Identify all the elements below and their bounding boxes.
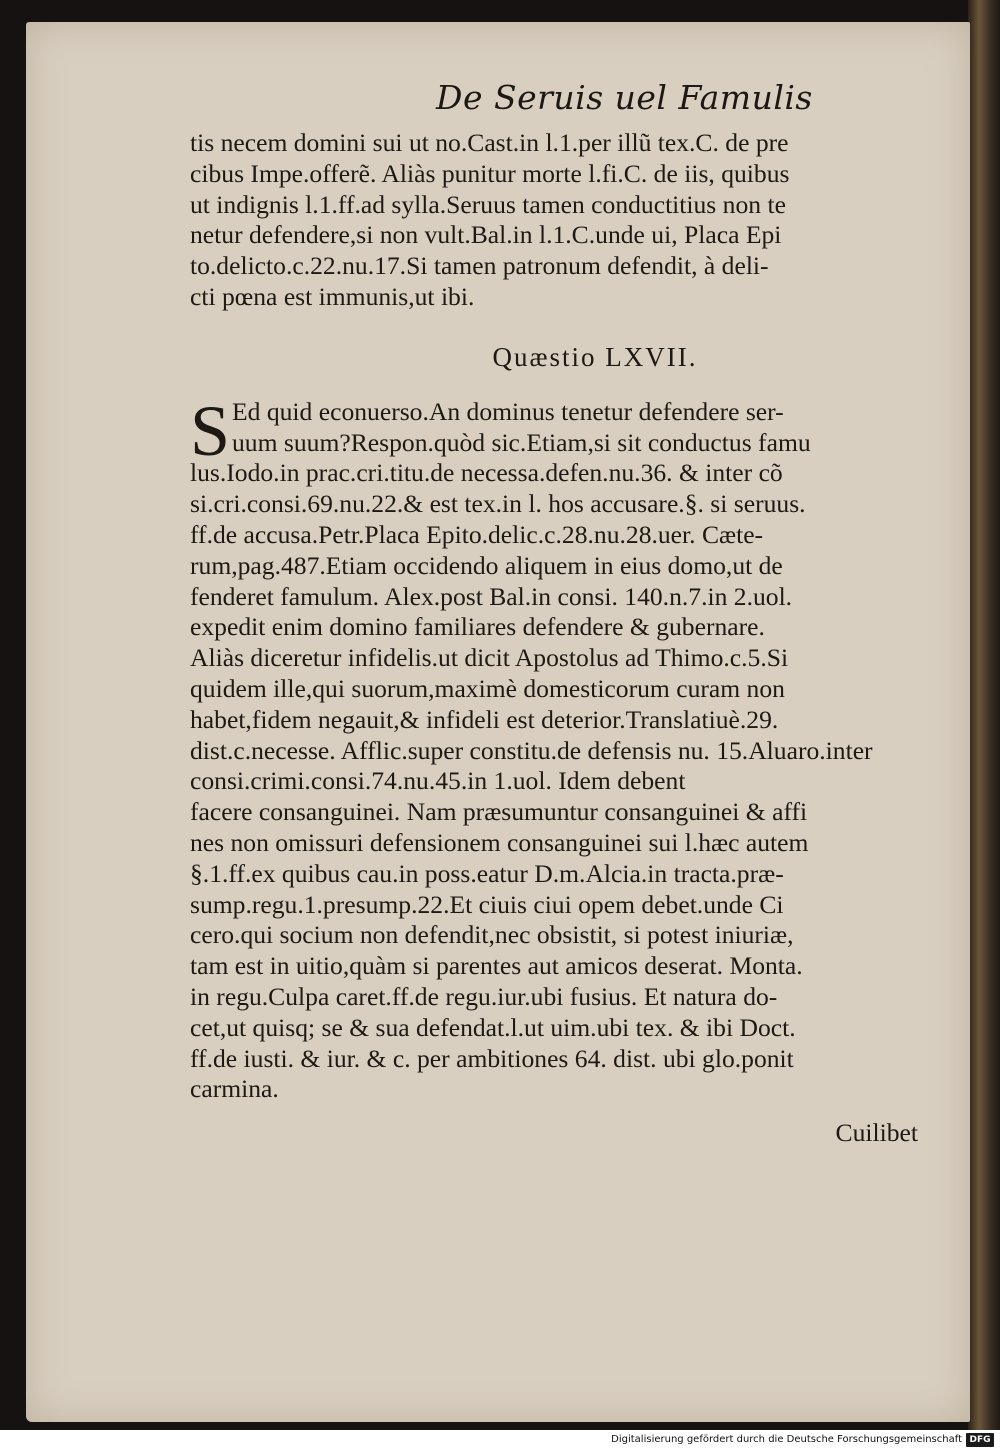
text-line: dist.c.necesse. Afflic.super constitu.de defensis nu. 15.Aluaro.inter consi.crimi.consi.74.nu.45.in 1.uol. Idem debent (190, 735, 873, 796)
text-line: habet,fidem negauit,& infideli est deterior.Translatiuè.29. (190, 704, 779, 734)
text-line: facere consanguinei. Nam præsumuntur consanguinei & affi (190, 797, 808, 827)
text-line: cet,ut quisq; se & sua defendat.l.ut uim.ubi tex. & ibi Doct. (190, 1012, 796, 1042)
text-line: expedit enim domino familiares defendere & gubernare. (190, 612, 765, 642)
text-line: ff.de iusti. & iur. & c. per ambitiones 64. dist. ubi glo.ponit (190, 1043, 794, 1073)
text-line: cero.qui socium non defendit,nec obsistit, si potest iniuriæ, (190, 920, 794, 950)
text-line: cti pœna est immunis,ut ibi. (190, 281, 475, 311)
dfg-logo-icon: DFG (966, 1433, 994, 1447)
text-line: nes non omissuri defensionem consanguinei sui l.hæc autem (190, 827, 809, 857)
text-line: cibus Impe.offerẽ. Aliàs punitur morte l.fi.C. de iis, quibus (190, 158, 790, 188)
text-line: ut indignis l.1.ff.ad sylla.Seruus tamen conductitius non te (190, 189, 786, 219)
section-heading: Quæstio LXVII. (492, 341, 698, 372)
text-line: carmina. (190, 1074, 279, 1104)
text-line: in regu.Culpa caret.ff.de regu.iur.ubi fusius. Et natura do- (190, 981, 778, 1011)
text-line: ff.de accusa.Petr.Placa Epito.delic.c.28.nu.28.uer. Cæte- (190, 519, 764, 549)
footer-bar (0, 1430, 1000, 1450)
text-line: tam est in uitio,quàm si parentes aut amicos deserat. Monta. (190, 951, 803, 981)
text-line: uum suum?Respon.quòd sic.Etiam,si sit conductus famu (232, 427, 811, 457)
text-line: rum,pag.487.Etiam occidendo aliquem in eius domo,ut de (190, 550, 783, 580)
text-line: sump.regu.1.presump.22.Et ciuis ciui opem debet.unde Ci (190, 889, 784, 919)
catchword: Cuilibet (835, 1118, 918, 1148)
text-line: Ed quid econuerso.An dominus tenetur defendere ser- (232, 396, 784, 426)
text-line: fenderet famulum. Alex.post Bal.in consi. 140.n.7.in 2.uol. (190, 581, 793, 611)
text-line: netur defendere,si non vult.Bal.in l.1.C.unde ui, Placa Epi (190, 220, 782, 250)
text-line: quidem ille,qui suorum,maximè domesticorum curam non (190, 673, 785, 703)
text-line: Aliàs diceretur infidelis.ut dicit Apostolus ad Thimo.c.5.Si (190, 643, 789, 673)
text-line: lus.Iodo.in prac.cri.titu.de necessa.defen.nu.36. & inter cõ (190, 458, 783, 488)
book-page (26, 22, 970, 1422)
text-line: to.delicto.c.22.nu.17.Si tamen patronum defendit, à deli- (190, 251, 769, 281)
paragraph-1 (190, 128, 960, 313)
text-line: tis necem domini sui ut no.Cast.in l.1.per illũ tex.C. de pre (190, 128, 789, 157)
book-edge (968, 0, 1000, 1430)
text-line: si.cri.consi.69.nu.22.& est tex.in l. hos accusare.§. si seruus. (190, 489, 806, 519)
drop-cap: S (190, 390, 231, 471)
paragraph-2 (190, 390, 960, 1105)
text-block (190, 128, 960, 1149)
running-head: De Seruis uel Famulis (436, 78, 813, 117)
text-line: §.1.ff.ex quibus cau.in poss.eatur D.m.Alcia.in tracta.præ- (190, 858, 784, 888)
footer-credit: Digitalisierung gefördert durch die Deutsche Forschungsgemeinschaft (611, 1434, 962, 1445)
